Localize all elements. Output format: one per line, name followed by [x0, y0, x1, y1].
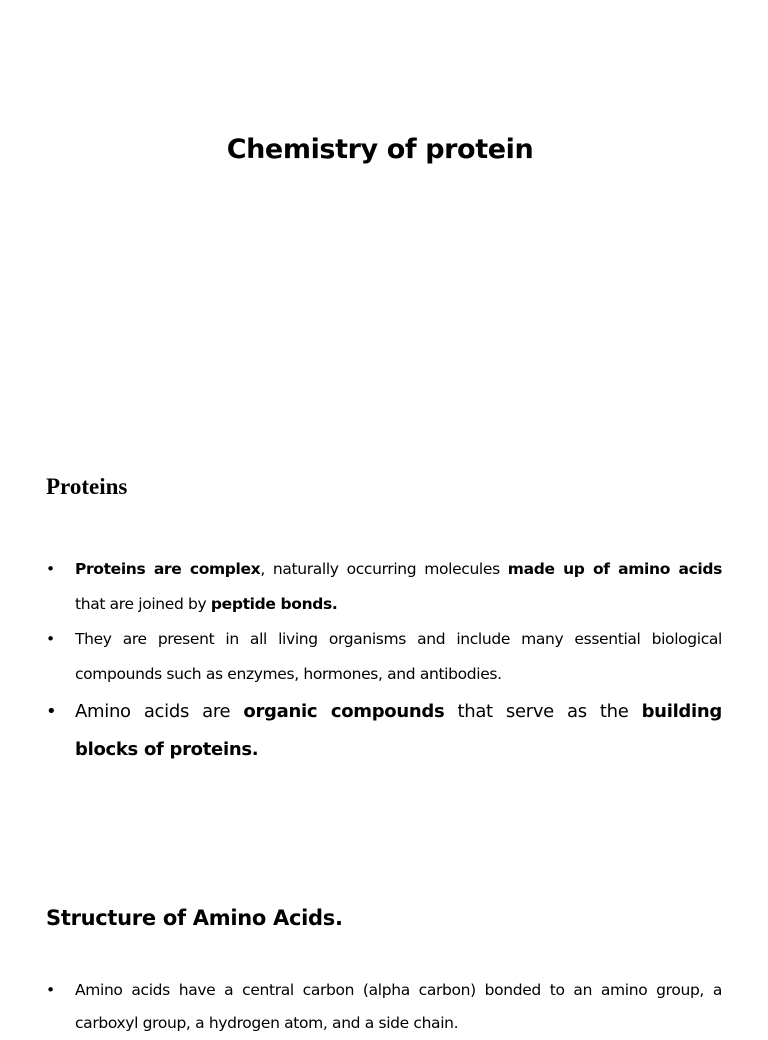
section-heading-structure-of-amino-acids: Structure of Amino Acids. [46, 906, 343, 930]
body-text: Amino acids are [75, 701, 244, 722]
bullet-marker: • [46, 630, 55, 648]
bold-text: building blocks of proteins. [75, 701, 722, 760]
body-text: , naturally occurring molecules [260, 560, 508, 578]
page-title: Chemistry of protein [226, 134, 534, 165]
bold-text: made up of amino acids [507, 560, 722, 578]
bullet-marker: • [46, 981, 55, 999]
bold-text: Proteins are complex [75, 560, 261, 578]
list-item [46, 974, 722, 1040]
body-text: They are present in all living organisms and include many essential biological compounds such as enzymes, hormones, and antibodies. [75, 630, 722, 683]
list-item [46, 552, 722, 622]
list-item [46, 693, 722, 769]
list-item [46, 622, 722, 692]
proteins-bullet-list [46, 552, 722, 769]
bold-text: peptide bonds. [210, 595, 338, 613]
body-text: Amino acids have a central carbon (alpha carbon) bonded to an amino group, a carboxyl group, a hydrogen atom, and a side chain. [75, 981, 722, 1032]
body-text: that serve as the [444, 701, 642, 722]
bullet-marker: • [46, 701, 57, 722]
bullet-marker: • [46, 560, 55, 578]
body-text: that are joined by [75, 595, 211, 613]
structure-bullet-list [46, 974, 722, 1040]
bold-text: organic compounds [243, 701, 445, 722]
section-heading-proteins: Proteins [46, 474, 128, 499]
